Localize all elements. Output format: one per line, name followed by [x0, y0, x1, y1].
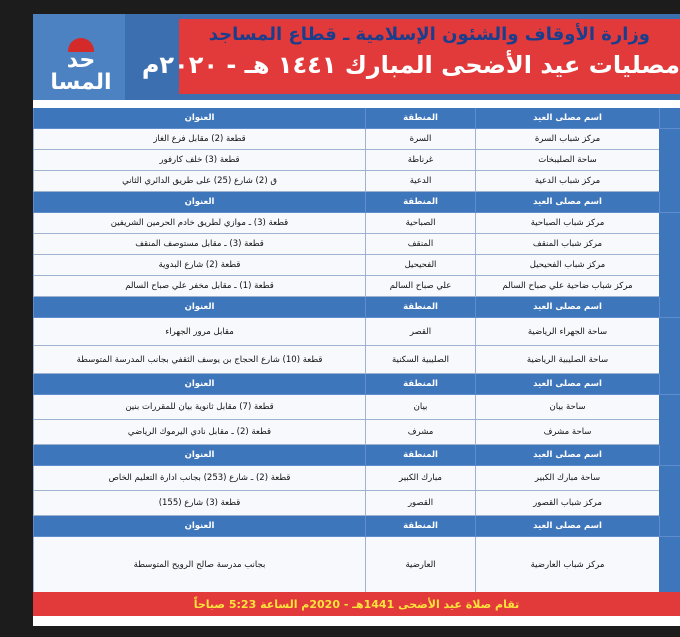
- table-row: [33, 420, 680, 445]
- table-header-row: [33, 516, 680, 537]
- table-row: [33, 129, 680, 150]
- prayer-name: مركز شباب الصباحية: [475, 213, 659, 234]
- logo-lettering: حد المسا: [50, 48, 112, 95]
- header-area: المنطقة: [365, 516, 475, 537]
- prayer-address: ق (2) شارع (25) على طريق الدائري الثاني: [33, 171, 365, 192]
- side-cell: [659, 491, 680, 516]
- prayer-name: مركز شباب ضاحية علي صباح السالم: [475, 276, 659, 297]
- side-cell: [659, 129, 680, 150]
- document-sheet: [33, 14, 680, 626]
- header-address: العنوان: [33, 108, 365, 129]
- side-cell: [659, 297, 680, 318]
- table-row: [33, 150, 680, 171]
- prayer-address: قطعة (3) شارع (155): [33, 491, 365, 516]
- header-area: المنطقة: [365, 297, 475, 318]
- prayer-name: مركز شباب المنقف: [475, 234, 659, 255]
- side-cell: [659, 276, 680, 297]
- prayer-address: قطعة (3) خلف كارفور: [33, 150, 365, 171]
- side-cell: [659, 445, 680, 466]
- table-row: [33, 318, 680, 346]
- prayer-area: الفحيحيل: [365, 255, 475, 276]
- table-header-row: [33, 297, 680, 318]
- side-cell: [659, 171, 680, 192]
- table-row: [33, 255, 680, 276]
- table-row: [33, 234, 680, 255]
- footer-banner: [33, 592, 680, 616]
- prayer-area: مبارك الكبير: [365, 466, 475, 491]
- side-cell: [659, 395, 680, 420]
- prayer-address: بجانب مدرسة صالح الرويح المتوسطة: [33, 537, 365, 594]
- prayer-area: مشرف: [365, 420, 475, 445]
- prayer-name: ساحة بيان: [475, 395, 659, 420]
- prayer-name: ساحة مبارك الكبير: [475, 466, 659, 491]
- table-header-row: [33, 192, 680, 213]
- side-cell: [659, 420, 680, 445]
- prayer-address: قطعة (3) ـ موازي لطريق خادم الحرمين الشريفين: [33, 213, 365, 234]
- prayer-address: قطعة (7) مقابل ثانوية بيان للمقررات بنين: [33, 395, 365, 420]
- prayer-locations-table: [33, 108, 680, 594]
- header-area: المنطقة: [365, 108, 475, 129]
- table-header-row: [33, 445, 680, 466]
- prayer-area: العارضية: [365, 537, 475, 594]
- side-cell: [659, 192, 680, 213]
- header-banner: [33, 14, 680, 100]
- side-cell: [659, 255, 680, 276]
- prayer-address: قطعة (3) ـ مقابل مستوصف المنقف: [33, 234, 365, 255]
- side-cell: [659, 150, 680, 171]
- side-cell: [659, 537, 680, 594]
- title-panel: [141, 19, 680, 94]
- prayer-area: القصر: [365, 318, 475, 346]
- prayer-name: ساحة الجهراء الرياضية: [475, 318, 659, 346]
- side-cell: [659, 346, 680, 374]
- side-cell: [659, 234, 680, 255]
- ministry-title: وزارة الأوقاف والشئون الإسلامية ـ قطاع المساجد: [208, 24, 650, 45]
- header-address: العنوان: [33, 297, 365, 318]
- prayer-name: ساحة الصليبخات: [475, 150, 659, 171]
- prayer-address: قطعة (2) ـ شارع (253) بجانب ادارة التعليم الخاص: [33, 466, 365, 491]
- table-row: [33, 491, 680, 516]
- table-row: [33, 466, 680, 491]
- prayer-address: قطعة (2) شارع البدوية: [33, 255, 365, 276]
- header-name: اسم مصلى العيد: [475, 516, 659, 537]
- prayer-area: المنقف: [365, 234, 475, 255]
- header-address: العنوان: [33, 516, 365, 537]
- table-row: [33, 537, 680, 594]
- header-area: المنطقة: [365, 374, 475, 395]
- table-row: [33, 276, 680, 297]
- header-name: اسم مصلى العيد: [475, 192, 659, 213]
- prayer-address: قطعة (2) ـ مقابل نادي اليرموك الرياضي: [33, 420, 365, 445]
- prayer-area: غرناطة: [365, 150, 475, 171]
- prayer-area: الصليبية السكنية: [365, 346, 475, 374]
- header-name: اسم مصلى العيد: [475, 297, 659, 318]
- prayer-name: ساحة الصليبية الرياضية: [475, 346, 659, 374]
- prayer-name: مركز شباب الدعية: [475, 171, 659, 192]
- header-address: العنوان: [33, 192, 365, 213]
- prayer-address: قطعة (1) ـ مقابل مخفر علي صباح السالم: [33, 276, 365, 297]
- prayer-address: قطعة (10) شارع الحجاج بن يوسف الثقفي بجانب المدرسة المتوسطة: [33, 346, 365, 374]
- prayer-area: الدعية: [365, 171, 475, 192]
- prayer-area: السرة: [365, 129, 475, 150]
- header-name: اسم مصلى العيد: [475, 445, 659, 466]
- ministry-logo: [33, 14, 125, 100]
- table-header-row: [33, 108, 680, 129]
- table-row: [33, 213, 680, 234]
- side-cell: [659, 466, 680, 491]
- prayer-address: قطعة (2) مقابل فرع الغاز: [33, 129, 365, 150]
- prayer-time-note: تقام صلاة عيد الأضحى 1441هـ - 2020م الساعة 5:23 صباحاً: [193, 597, 520, 611]
- header-address: العنوان: [33, 445, 365, 466]
- prayer-name: مركز شباب السرة: [475, 129, 659, 150]
- header-name: اسم مصلى العيد: [475, 108, 659, 129]
- side-cell: [659, 318, 680, 346]
- header-name: اسم مصلى العيد: [475, 374, 659, 395]
- header-address: العنوان: [33, 374, 365, 395]
- header-area: المنطقة: [365, 192, 475, 213]
- table-header-row: [33, 374, 680, 395]
- prayer-name: ساحة مشرف: [475, 420, 659, 445]
- prayer-name: مركز شباب العارضية: [475, 537, 659, 594]
- prayer-address: مقابل مرور الجهراء: [33, 318, 365, 346]
- side-cell: [659, 516, 680, 537]
- side-cell: [659, 108, 680, 129]
- side-cell: [659, 374, 680, 395]
- prayer-name: مركز شباب القصور: [475, 491, 659, 516]
- prayer-area: بيان: [365, 395, 475, 420]
- table-row: [33, 395, 680, 420]
- table-row: [33, 346, 680, 374]
- bottom-strip: [33, 616, 680, 626]
- prayer-area: الصباحية: [365, 213, 475, 234]
- table-row: [33, 171, 680, 192]
- prayer-area: علي صباح السالم: [365, 276, 475, 297]
- header-area: المنطقة: [365, 445, 475, 466]
- prayer-area: القصور: [365, 491, 475, 516]
- page-title: مصليات عيد الأضحى المبارك ١٤٤١ هـ - ٢٠٢٠م: [141, 51, 680, 79]
- prayer-name: مركز شباب الفحيحيل: [475, 255, 659, 276]
- side-cell: [659, 213, 680, 234]
